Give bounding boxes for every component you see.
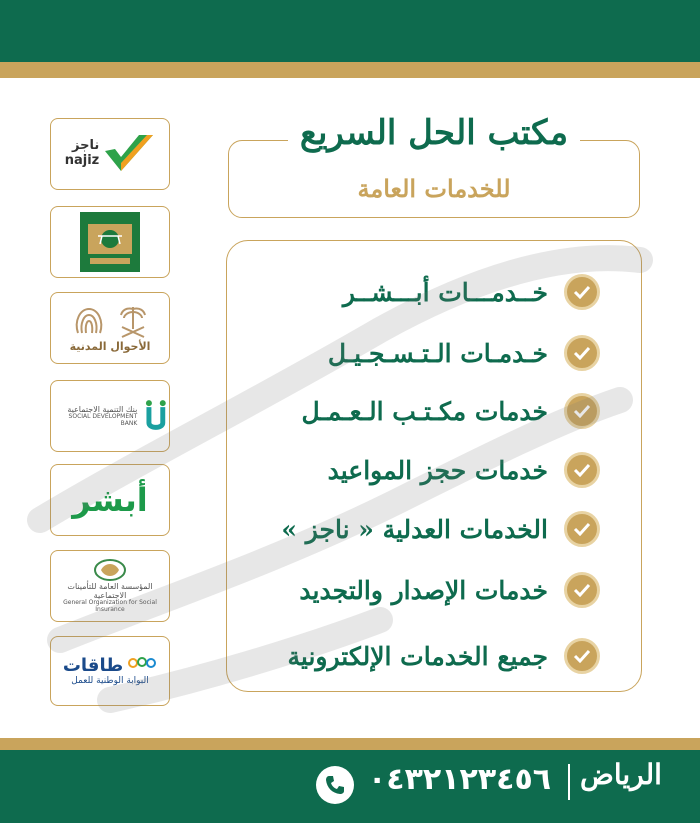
justice-emblem-icon bbox=[78, 210, 142, 274]
gosi-en: General Organization for Social Insurance bbox=[63, 599, 157, 614]
check-icon bbox=[564, 274, 600, 310]
palm-swords-icon bbox=[118, 303, 148, 341]
najiz-en: najiz bbox=[64, 153, 100, 168]
top-band bbox=[0, 0, 700, 62]
page-title-text: مكتب الحل السريع bbox=[288, 113, 580, 153]
sdb-mark-icon bbox=[143, 399, 169, 433]
civil-affairs-ar: الأحوال المدنية bbox=[69, 339, 151, 353]
check-icon bbox=[564, 511, 600, 547]
service-item bbox=[250, 444, 600, 496]
bottom-gold-stripe bbox=[0, 738, 700, 750]
service-label: خدمات حجز المواعيد bbox=[327, 455, 548, 485]
service-label: خدمات مكـتـب الـعـمـل bbox=[301, 396, 548, 426]
check-icon bbox=[564, 572, 600, 608]
fingerprint-icon bbox=[72, 303, 106, 341]
check-icon bbox=[564, 335, 600, 371]
logo-taqat bbox=[50, 636, 170, 706]
footer-city: الرياض bbox=[580, 758, 662, 791]
service-label: خــدمـــات أبـــشــر bbox=[342, 277, 548, 307]
taqat-wordmark: طاقات bbox=[62, 655, 124, 677]
service-label: جميع الخدمات الإلكترونية bbox=[287, 641, 548, 671]
logo-ministry-justice bbox=[50, 206, 170, 278]
gosi-ar: المؤسسة العامة للتأمينات الاجتماعية bbox=[67, 581, 153, 601]
gosi-emblem-icon bbox=[93, 558, 127, 582]
service-item bbox=[250, 266, 600, 318]
service-item bbox=[250, 630, 600, 682]
page-title bbox=[228, 113, 640, 153]
sdb-ar: بنك التنمية الاجتماعية bbox=[67, 404, 138, 414]
logo-civil-affairs bbox=[50, 292, 170, 364]
service-item bbox=[250, 385, 600, 437]
taqat-people-icon bbox=[127, 657, 157, 675]
absher-wordmark: أبشر bbox=[72, 481, 148, 519]
check-icon bbox=[564, 452, 600, 488]
service-label: خدمات الإصدار والتجديد bbox=[299, 575, 548, 605]
footer-divider bbox=[568, 764, 570, 800]
page-subtitle: للخدمات العامة bbox=[357, 174, 511, 203]
logo-gosi bbox=[50, 550, 170, 622]
phone-number: ٠٤٣٢١٢٣٤٥٦ bbox=[368, 762, 552, 797]
service-label: خـدمـات الـتـسـجـيـل bbox=[327, 338, 548, 368]
logo-social-development-bank bbox=[50, 380, 170, 452]
logo-absher bbox=[50, 464, 170, 536]
check-icon bbox=[564, 638, 600, 674]
logo-najiz bbox=[50, 118, 170, 190]
service-item bbox=[250, 503, 600, 555]
taqat-sub: البوابة الوطنية للعمل bbox=[71, 676, 149, 687]
service-label: الخدمات العدلية « ناجز » bbox=[281, 514, 548, 544]
phone-icon bbox=[316, 766, 354, 804]
top-gold-stripe bbox=[0, 62, 700, 78]
service-item bbox=[250, 327, 600, 379]
sdb-en: SOCIAL DEVELOPMENT BANK bbox=[68, 412, 138, 427]
check-icon bbox=[564, 393, 600, 429]
najiz-ar: ناجز bbox=[72, 138, 100, 154]
najiz-check-icon bbox=[103, 133, 155, 175]
service-item bbox=[250, 564, 600, 616]
